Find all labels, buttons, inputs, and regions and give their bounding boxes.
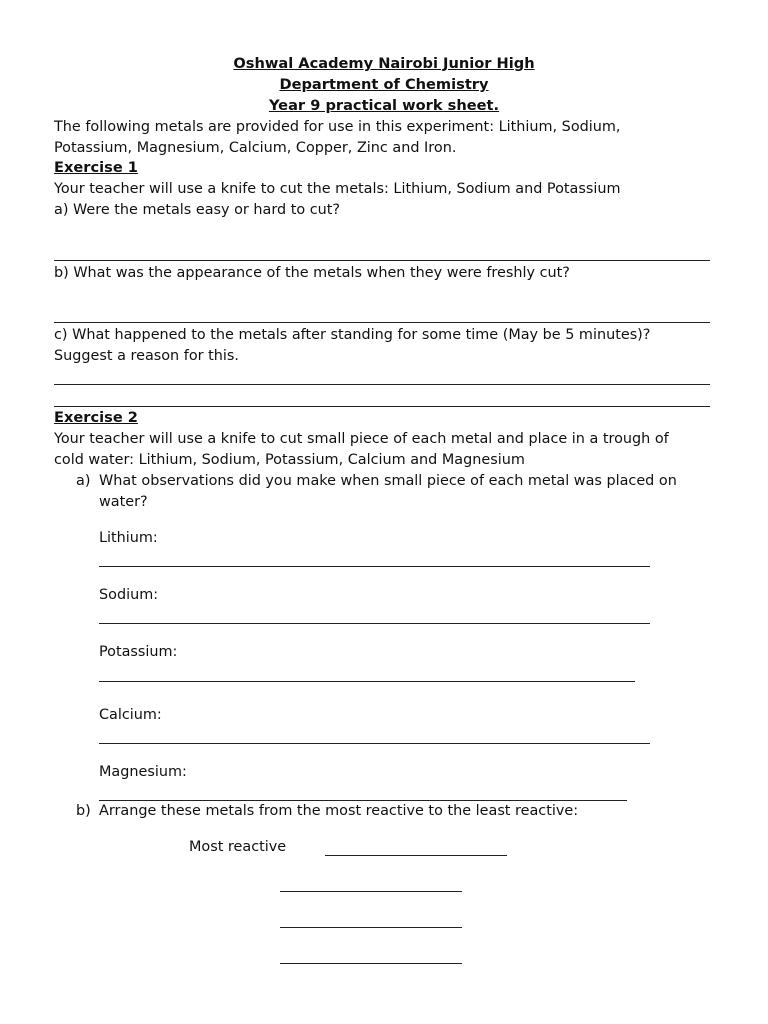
answer-line-lithium[interactable]	[99, 566, 650, 567]
exercise-2-instruction-line-1: Your teacher will use a knife to cut small piece of each metal and place in a trough of	[54, 431, 669, 447]
answer-line[interactable]	[54, 322, 710, 323]
ranking-line-1[interactable]	[325, 855, 507, 856]
school-name: Oshwal Academy Nairobi Junior High	[233, 55, 535, 72]
question-a-marker: a)	[76, 473, 91, 489]
answer-line-sodium[interactable]	[99, 623, 650, 624]
exercise-2-question-b: Arrange these metals from the most reactive to the least reactive:	[99, 803, 579, 819]
exercise-2-question-a-line-1: What observations did you make when small piece of each metal was placed on	[99, 473, 677, 489]
answer-line-potassium[interactable]	[99, 681, 635, 682]
exercise-1-instruction: Your teacher will use a knife to cut the metals: Lithium, Sodium and Potassium	[54, 181, 621, 197]
ranking-line-3[interactable]	[280, 927, 462, 928]
department-name: Department of Chemistry	[279, 76, 489, 93]
metal-label-magnesium: Magnesium:	[99, 764, 187, 780]
most-reactive-label: Most reactive	[189, 839, 287, 855]
intro-line-1: The following metals are provided for use in this experiment: Lithium, Sodium,	[54, 119, 621, 135]
answer-line[interactable]	[54, 406, 710, 407]
ranking-line-2[interactable]	[280, 891, 462, 892]
answer-line-calcium[interactable]	[99, 743, 650, 744]
intro-line-2: Potassium, Magnesium, Calcium, Copper, Zinc and Iron.	[54, 140, 457, 156]
exercise-1-question-b: b) What was the appearance of the metals when they were freshly cut?	[54, 265, 570, 281]
exercise-1-question-c-line-2: Suggest a reason for this.	[54, 348, 239, 364]
exercise-1-title: Exercise 1	[54, 159, 138, 176]
exercise-2-title: Exercise 2	[54, 409, 138, 426]
metal-label-calcium: Calcium:	[99, 707, 162, 723]
answer-line[interactable]	[54, 260, 710, 261]
ranking-line-4[interactable]	[280, 963, 462, 964]
metal-label-sodium: Sodium:	[99, 587, 159, 603]
question-b-marker: b)	[76, 803, 91, 819]
metal-label-potassium: Potassium:	[99, 644, 178, 660]
answer-line[interactable]	[54, 384, 710, 385]
metal-label-lithium: Lithium:	[99, 530, 158, 546]
exercise-2-instruction-line-2: cold water: Lithium, Sodium, Potassium, Calcium and Magnesium	[54, 452, 525, 468]
exercise-1-question-c-line-1: c) What happened to the metals after standing for some time (May be 5 minutes)?	[54, 327, 651, 343]
worksheet-title: Year 9 practical work sheet.	[268, 97, 500, 114]
exercise-2-question-a-line-2: water?	[99, 494, 148, 510]
exercise-1-question-a: a) Were the metals easy or hard to cut?	[54, 202, 341, 218]
